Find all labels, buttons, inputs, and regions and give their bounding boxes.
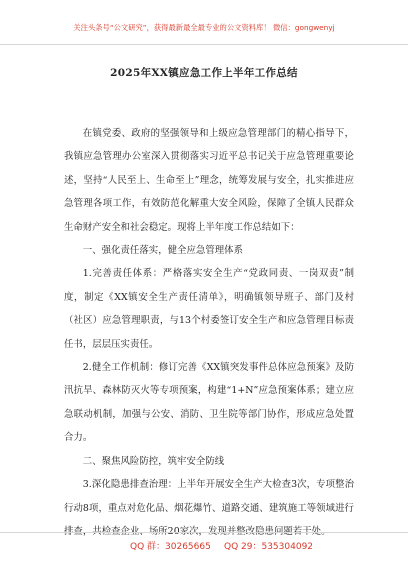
header-banner-bar [0,14,408,45]
paragraph-item-2: 2.健全工作机制：修订完善《XX镇突发事件总体应急预案》及防汛抗旱、森林防灭火等专项预案，构建“1+N”应急预案体系；建立应急联动机制，加强与公安、消防、卫生院等部门协作，形成应急处置合力。 [64,362,354,444]
paragraph-item-3: 3.深化隐患排查治理：上半年开展安全生产大检查3次，专项整治行动8项，重点对危化品、烟花爆竹、道路交通、建筑施工等领域进行排查，共检查企业、场所20家次，发现并整改隐患问题若干处。 [64,479,354,537]
document-title: 2025年XX镇应急工作上半年工作总结 [110,67,298,79]
header-banner-text: 关注头条号“公文研究”，获得最新最全最专业的公文资料库！ 微信：gongwenyj [73,23,335,32]
footer-qq-group-2: QQ 29：535304092 [224,542,314,552]
document-body [64,122,354,537]
footer-bar [0,532,408,557]
section-heading-1: 一、强化责任落实，健全应急管理体系 [82,245,244,257]
paragraph-intro: 在镇党委、政府的坚强领导和上级应急管理部门的精心指导下，我镇应急管理办公室深入贯彻落实习近平总书记关于应急管理重要论述，坚持“人民至上、生命至上”理念，统筹发展与安全，扎实推进应急管理各项工作，有效防范化解重大安全风险，保障了全镇人民群众生命财产安全和社会稳定。现将上半年度工作总结如下： [64,128,354,233]
paragraph-item-1: 1.完善责任体系：严格落实安全生产“党政同责、一岗双责”制度，制定《XX镇安全生产责任清单》，明确镇领导班子、部门及村（社区）应急管理职责，与13个村委签订安全生产和应急管理目标责任书，层层压实责任。 [64,268,354,350]
section-heading-2: 二、聚焦风险防控，筑牢安全防线 [82,455,225,467]
footer-qq-group-1: QQ 群：30265665 [130,542,211,552]
